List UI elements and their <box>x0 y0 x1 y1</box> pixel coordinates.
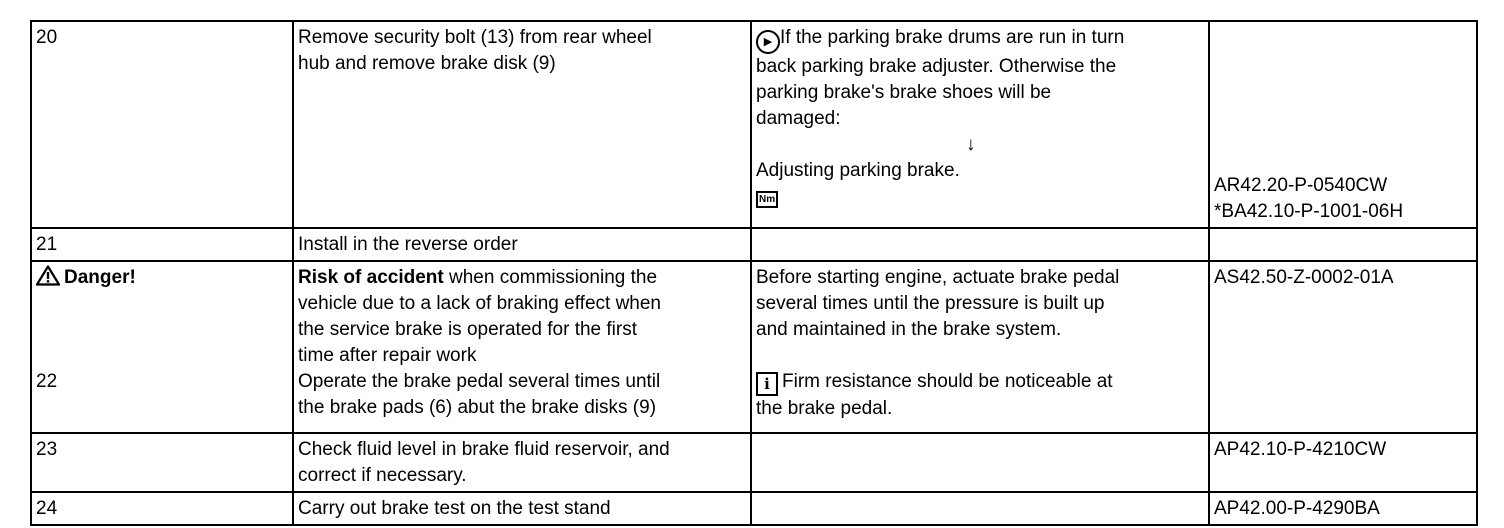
action-text: Check fluid level in brake fluid reservoir, and <box>298 439 670 460</box>
torque-nm-icon[interactable]: Nm <box>756 191 778 208</box>
down-arrow-icon: ↓ <box>966 134 976 155</box>
risk-heading: Risk of accident <box>298 267 444 288</box>
step-cell <box>31 21 293 228</box>
reference-link[interactable]: AS42.50-Z-0002-01A <box>1214 267 1394 288</box>
note-cell <box>751 261 1209 433</box>
note-text: If the parking brake drums are run in turn <box>780 27 1125 48</box>
table-row <box>31 228 1477 261</box>
action-text: time after repair work <box>298 345 477 366</box>
action-text: correct if necessary. <box>298 465 467 486</box>
reference-link[interactable]: AP42.10-P-4210CW <box>1214 439 1387 460</box>
note-cell <box>751 21 1209 228</box>
action-text: Install in the reverse order <box>298 234 518 255</box>
action-cell <box>293 261 751 433</box>
step-number: 21 <box>36 234 58 255</box>
reference-link[interactable]: AP42.00-P-4290BA <box>1214 498 1380 519</box>
action-text: the service brake is operated for the first <box>298 319 637 340</box>
table-row <box>31 492 1477 525</box>
warning-triangle-icon <box>36 265 60 286</box>
note-text: several times until the pressure is built up <box>756 293 1105 314</box>
action-text: the brake pads (6) abut the brake disks (9) <box>298 397 657 418</box>
procedure-table <box>30 20 1478 526</box>
step-cell <box>31 492 293 525</box>
danger-label: Danger! <box>64 267 136 288</box>
action-text: hub and remove brake disk (9) <box>298 53 556 74</box>
step-cell <box>31 228 293 261</box>
step-cell <box>31 433 293 492</box>
note-text: damaged: <box>756 108 841 129</box>
note-text: Before starting engine, actuate brake pedal <box>756 267 1120 288</box>
action-text: vehicle due to a lack of braking effect when <box>298 293 661 314</box>
note-text: and maintained in the brake system. <box>756 319 1062 340</box>
note-text: the brake pedal. <box>756 398 893 419</box>
reference-link[interactable]: AR42.20-P-0540CW <box>1214 175 1388 196</box>
table-row <box>31 21 1477 228</box>
action-text: Carry out brake test on the test stand <box>298 498 611 519</box>
step-number: 20 <box>36 27 58 48</box>
note-text: parking brake's brake shoes will be <box>756 82 1052 103</box>
action-text: Remove security bolt (13) from rear wheel <box>298 27 652 48</box>
reference-cell <box>1209 492 1477 525</box>
action-text: Operate the brake pedal several times until <box>298 371 661 392</box>
caution-circle-icon: ▶ <box>756 30 780 54</box>
action-cell <box>293 228 751 261</box>
note-text: Firm resistance should be noticeable at <box>782 371 1113 392</box>
info-icon: i <box>756 372 778 396</box>
step-number: 23 <box>36 439 58 460</box>
table-row <box>31 433 1477 492</box>
step-number: 22 <box>36 371 58 392</box>
reference-cell <box>1209 261 1477 433</box>
action-cell <box>293 21 751 228</box>
note-cell <box>751 492 1209 525</box>
action-cell <box>293 492 751 525</box>
reference-cell <box>1209 21 1477 228</box>
note-cell <box>751 228 1209 261</box>
action-text: when commissioning the <box>443 267 658 288</box>
reference-link[interactable]: *BA42.10-P-1001-06H <box>1214 201 1404 222</box>
note-text: Adjusting parking brake. <box>756 160 960 181</box>
note-text: back parking brake adjuster. Otherwise the <box>756 56 1117 77</box>
step-cell <box>31 261 293 433</box>
reference-cell <box>1209 228 1477 261</box>
reference-cell <box>1209 433 1477 492</box>
step-number: 24 <box>36 498 58 519</box>
table-row <box>31 261 1477 433</box>
action-cell <box>293 433 751 492</box>
note-cell <box>751 433 1209 492</box>
